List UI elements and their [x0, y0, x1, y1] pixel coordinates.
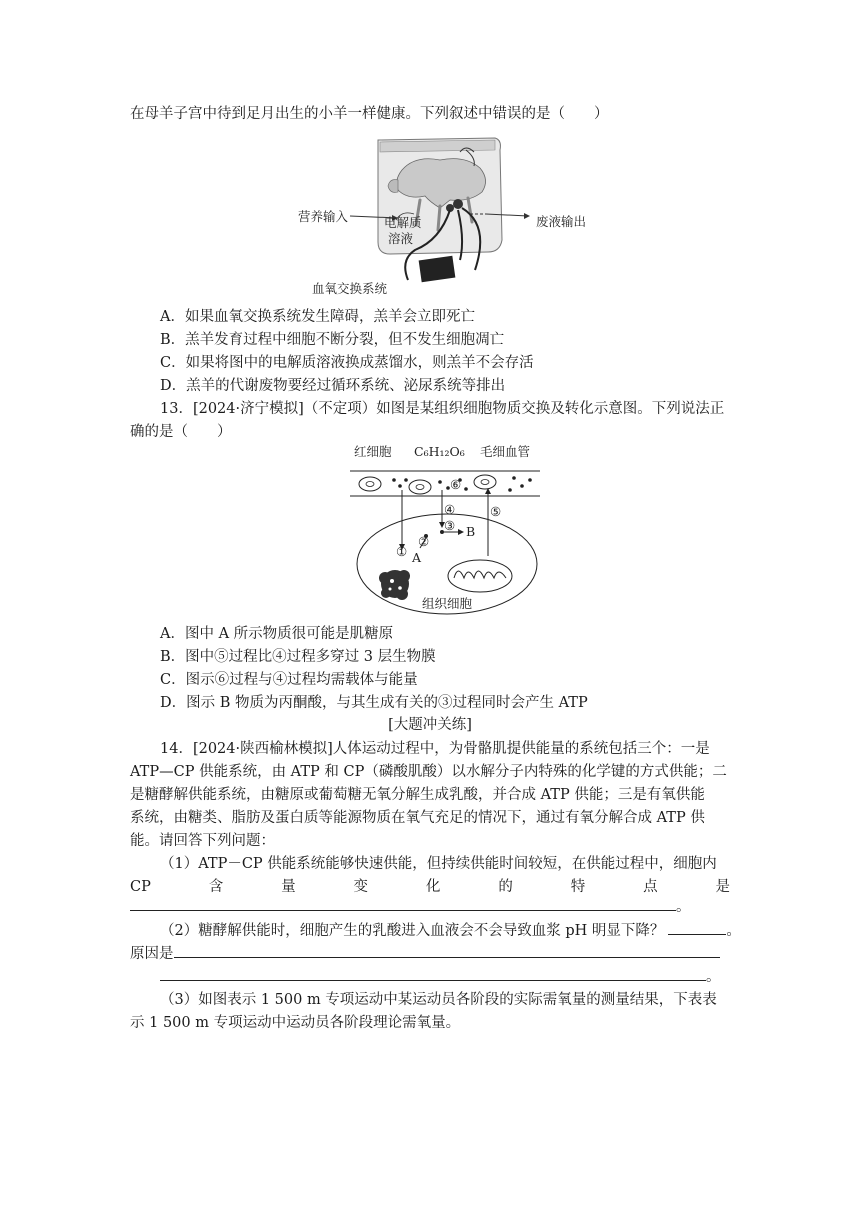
q14-line3: 是糖酵解供能系统，由糖原或葡萄糖无氧分解生成乳酸，并合成 ATP 供能；三是有氧供能 [130, 787, 705, 803]
label-n3: ③ [444, 518, 456, 533]
artificial-womb-figure [290, 130, 610, 300]
label-n1: ① [396, 544, 408, 559]
answer-blank[interactable] [668, 920, 726, 935]
label-n4: ④ [444, 502, 456, 517]
label-n6: ⑥ [450, 477, 462, 492]
answer-blank[interactable] [174, 943, 720, 958]
q14-part3-line1: （3）如图表示 1 500 m 专项运动中某运动员各阶段的实际需氧量的测量结果，下表表 [160, 992, 717, 1008]
word: 点 [643, 879, 658, 895]
word: 量 [281, 879, 296, 895]
label-red-blood-cell: 红细胞 [354, 444, 392, 459]
q12-option-c: C．如果将图中的电解质溶液换成蒸馏水，则羔羊不会存活 [160, 355, 534, 371]
label-glucose: C₆H₁₂O₆ [414, 444, 465, 459]
q14-part1-line1: （1）ATP－CP 供能系统能够快速供能，但持续供能时间较短，在供能过程中，细胞内 [160, 856, 717, 872]
reason-label: 原因是 [130, 946, 174, 962]
word: CP [130, 879, 151, 895]
q14-line5: 能。请回答下列问题： [130, 833, 275, 849]
word: 特 [570, 879, 586, 895]
q14-part2-line1 [160, 920, 741, 942]
word: 化 [425, 879, 441, 895]
q13-option-b: B．图中⑤过程比④过程多穿过 3 层生物膜 [160, 649, 436, 665]
q14-part1-answer[interactable] [130, 896, 691, 918]
label-oxygen-system: 血氧交换系统 [312, 281, 388, 296]
q13-option-a: A．图中 A 所示物质很可能是肌糖原 [160, 626, 394, 642]
q14-part3-line2: 示 1 500 m 专项运动中运动员各阶段理论需氧量。 [130, 1015, 461, 1031]
q13-option-d: D．图示 B 物质为丙酮酸，与其生成有关的③过程同时会产生 ATP [160, 695, 588, 711]
q12-stem-tail: 在母羊子宫中待到足月出生的小羊一样健康。下列叙述中错误的是（ ） [130, 106, 609, 122]
q14-line4: 系统，由糖类、脂肪及蛋白质等能源物质在氧气充足的情况下，通过有氧分解合成 ATP 供 [130, 810, 705, 826]
word: 的 [498, 879, 513, 895]
q12-option-a: A．如果血氧交换系统发生障碍，羔羊会立即死亡 [160, 309, 475, 325]
q12-option-d: D．羔羊的代谢废物要经过循环系统、泌尿系统等排出 [160, 378, 506, 394]
label-n5: ⑤ [490, 504, 502, 519]
label-B: B [466, 524, 476, 539]
q13-option-c: C．图示⑥过程与④过程均需载体与能量 [160, 672, 418, 688]
answer-blank[interactable] [130, 896, 676, 911]
period: 。 [706, 969, 721, 985]
tissue-cell-figure [340, 438, 550, 618]
word: 含 [208, 879, 224, 895]
q13-stem-line1: 13．[2024·济宁模拟]（不定项）如图是某组织细胞物质交换及转化示意图。下列说法正 [160, 401, 725, 417]
section-title: [大题冲关练] [388, 717, 472, 733]
q14-part2-text: （2）糖酵解供能时，细胞产生的乳酸进入血液会不会导致血浆 pH 明显下降？ [160, 923, 665, 939]
period: 。 [676, 899, 691, 915]
word: 变 [353, 879, 369, 895]
label-nutrient-input: 营养输入 [298, 209, 349, 224]
word: 是 [715, 879, 730, 895]
q13-stem-line2: 确的是（ ） [130, 424, 232, 440]
label-A: A [412, 550, 422, 565]
period: 。 [726, 923, 741, 939]
label-tissue-cell: 组织细胞 [422, 596, 473, 611]
label-electrolyte-1: 电解质 [384, 215, 422, 230]
q14-line1: 14．[2024·陕西榆林模拟]人体运动过程中，为骨骼肌提供能量的系统包括三个：一是 [160, 741, 710, 757]
answer-blank[interactable] [160, 966, 706, 981]
q14-part1-line2 [130, 876, 730, 898]
q12-option-b: B．羔羊发育过程中细胞不断分裂，但不发生细胞凋亡 [160, 332, 505, 348]
q14-part2-line3 [160, 966, 721, 988]
label-capillary: 毛细血管 [480, 444, 531, 459]
label-electrolyte-2: 溶液 [388, 231, 414, 246]
q14-part2-line2 [130, 943, 720, 965]
q14-line2: ATP—CP 供能系统，由 ATP 和 CP（磷酸肌酸）以水解分子内特殊的化学键的方式供能；二 [130, 764, 727, 780]
label-waste-output: 废液输出 [536, 214, 587, 229]
label-n2: ② [418, 534, 430, 549]
